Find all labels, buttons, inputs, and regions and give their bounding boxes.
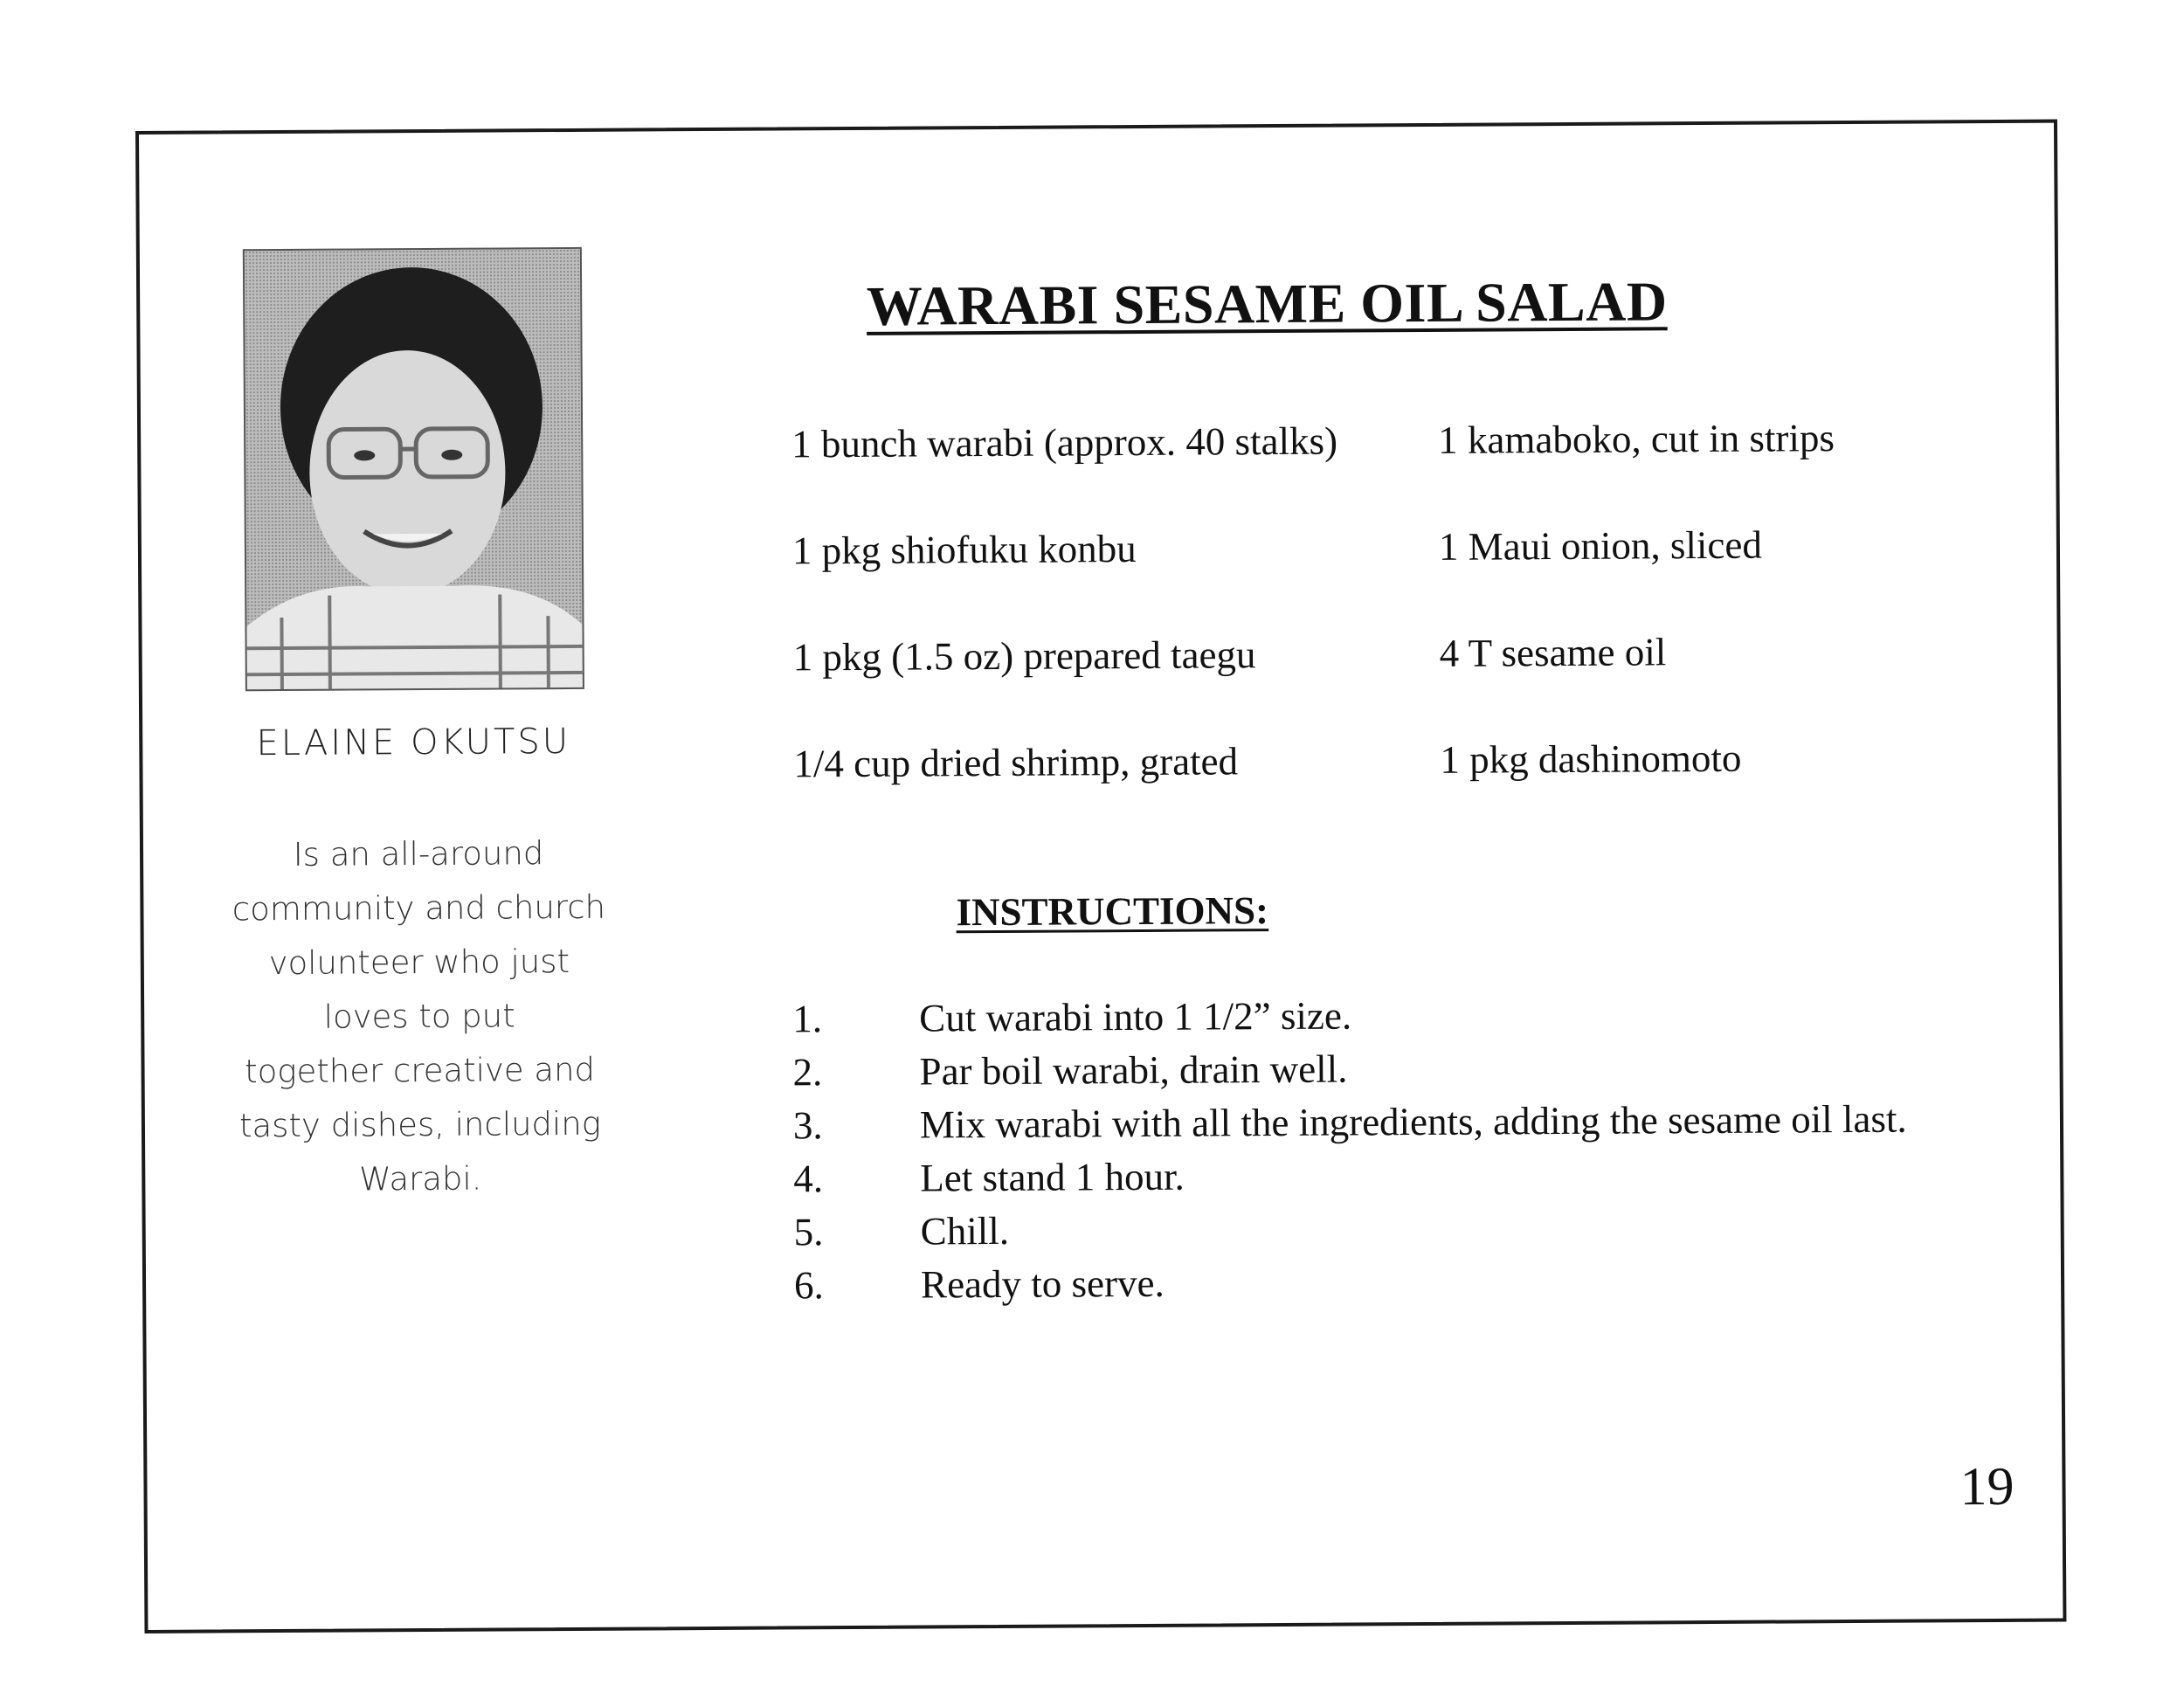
ingredient-item: 1 pkg shiofuku konbu (791, 527, 1137, 573)
step-text: Mix warabi with all the ingredients, adding the sesame oil last. (919, 1096, 1907, 1147)
instruction-step (794, 1252, 2052, 1313)
ingredient-item: 1 Maui onion, sliced (1438, 522, 1763, 569)
step-text: Par boil warabi, drain well. (919, 1046, 1348, 1094)
instructions-list (792, 985, 2052, 1313)
ingredient-item: 1 pkg dashinomoto (1440, 736, 1742, 782)
step-text: Cut warabi into 1 1/2” size. (919, 993, 1352, 1040)
portrait-photo (243, 247, 584, 691)
bio-line: loves to put (323, 997, 515, 1036)
bio-line: tasty dishes, including (238, 1104, 602, 1145)
recipe-card-frame (135, 120, 2066, 1633)
instruction-step (793, 1145, 2051, 1206)
instruction-step (792, 985, 2050, 1046)
portrait-photo-icon (245, 249, 583, 689)
step-text: Chill. (920, 1208, 1010, 1254)
instruction-step (794, 1198, 2052, 1260)
ingredient-item: 1/4 cup dried shrimp, grated (793, 739, 1239, 786)
instructions-heading: INSTRUCTIONS: (956, 888, 1269, 935)
step-number: 3. (792, 1103, 823, 1148)
bio-line: volunteer who just (268, 942, 570, 983)
step-number: 6. (793, 1263, 824, 1308)
step-number: 2. (792, 1050, 823, 1095)
instruction-step (792, 1039, 2050, 1100)
ingredient-item: 1 kamaboko, cut in strips (1438, 416, 1835, 462)
bio-line: community and church (232, 888, 606, 929)
ingredients-list (791, 411, 2017, 790)
step-number: 4. (793, 1157, 824, 1201)
instruction-step (793, 1092, 2051, 1153)
ingredient-item: 1 pkg (1.5 oz) prepared taegu (792, 632, 1256, 680)
step-text: Ready to serve. (920, 1261, 1165, 1307)
recipe-title: WARABI SESAME OIL SALAD (866, 270, 1668, 337)
bio-line: together creative and (245, 1050, 596, 1091)
contributor-bio (191, 825, 648, 1207)
ingredient-item: 1 bunch warabi (approx. 40 stalks) (791, 418, 1338, 466)
bio-line: Warabi. (359, 1159, 482, 1198)
step-number: 1. (792, 997, 823, 1041)
page-number: 19 (1959, 1456, 2015, 1517)
ingredient-item: 4 T sesame oil (1439, 630, 1667, 675)
bio-line: Is an all-around (293, 834, 544, 874)
contributor-name: ELAINE OKUTSU (256, 721, 571, 764)
step-number: 5. (793, 1210, 824, 1254)
step-text: Let stand 1 hour. (920, 1154, 1185, 1200)
